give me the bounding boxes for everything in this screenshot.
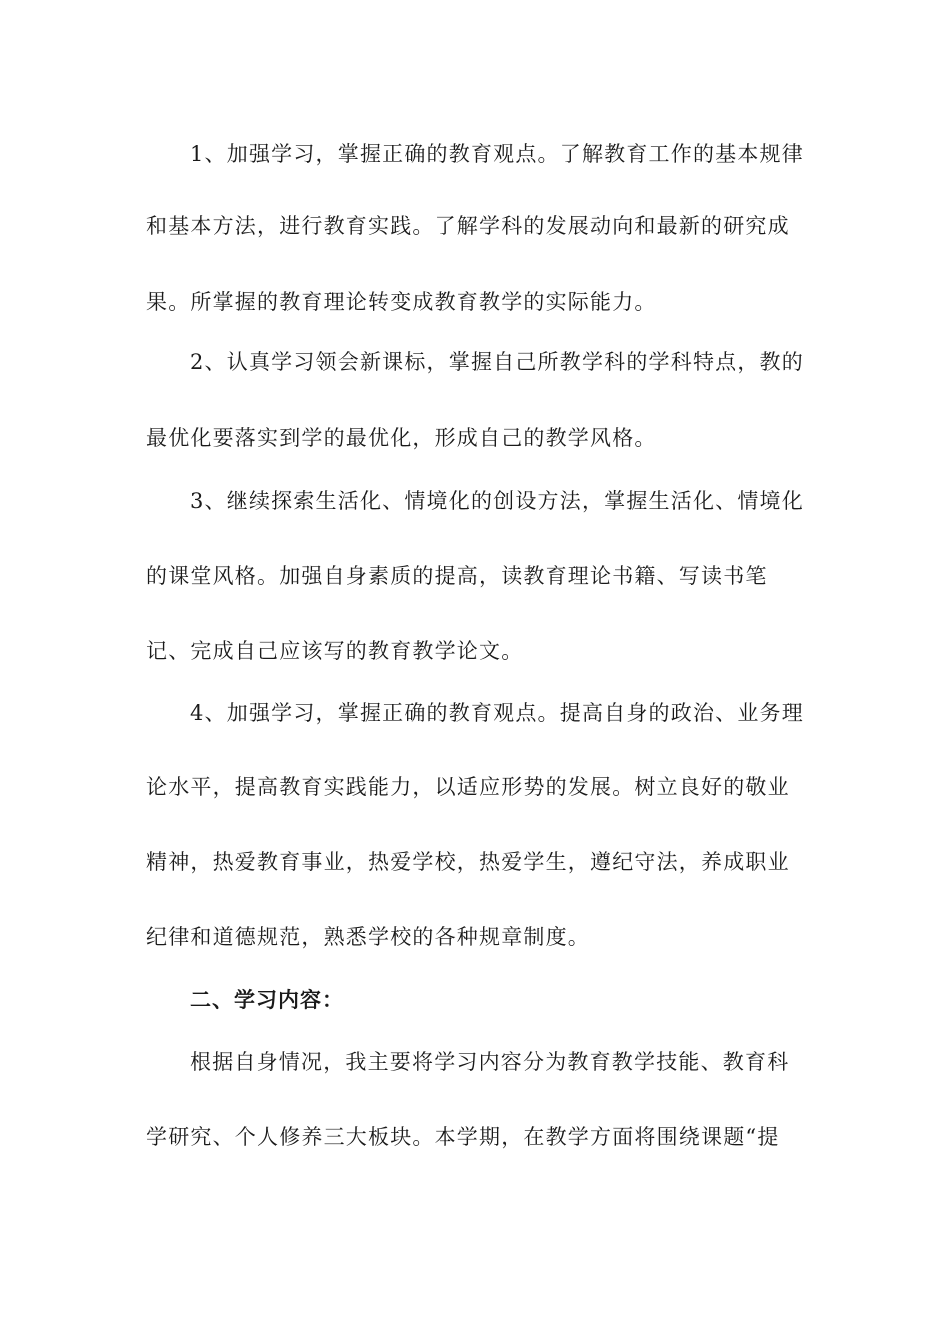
paragraph-3-line-2: 的课堂风格。加强自身素质的提高，读教育理论书籍、写读书笔 — [146, 564, 768, 588]
section-heading: 二、学习内容： — [190, 988, 344, 1012]
paragraph-4-line-4: 纪律和道德规范，熟悉学校的各种规章制度。 — [146, 925, 590, 949]
paragraph-1-line-3: 果。所掌握的教育理论转变成教育教学的实际能力。 — [146, 290, 657, 314]
paragraph-2-line-1: 2、认真学习领会新课标，掌握自己所教学科的学科特点，教的 — [190, 350, 804, 374]
paragraph-5-line-2: 学研究、个人修养三大板块。本学期，在教学方面将围绕课题“提 — [146, 1125, 780, 1149]
paragraph-2-line-2: 最优化要落实到学的最优化，形成自己的教学风格。 — [146, 426, 657, 450]
paragraph-4-line-3: 精神，热爱教育事业，热爱学校，热爱学生，遵纪守法，养成职业 — [146, 850, 790, 874]
paragraph-5-line-1: 根据自身情况，我主要将学习内容分为教育教学技能、教育科 — [190, 1050, 790, 1074]
paragraph-4-line-1: 4、加强学习，掌握正确的教育观点。提高自身的政治、业务理 — [190, 701, 804, 725]
paragraph-3-line-3: 记、完成自己应该写的教育教学论文。 — [146, 639, 524, 663]
paragraph-1-line-1: 1、加强学习，掌握正确的教育观点。了解教育工作的基本规律 — [190, 142, 804, 166]
paragraph-1-line-2: 和基本方法，进行教育实践。了解学科的发展动向和最新的研究成 — [146, 214, 790, 238]
paragraph-3-line-1: 3、继续探索生活化、情境化的创设方法，掌握生活化、情境化 — [190, 489, 804, 513]
paragraph-4-line-2: 论水平，提高教育实践能力，以适应形势的发展。树立良好的敬业 — [146, 775, 790, 799]
